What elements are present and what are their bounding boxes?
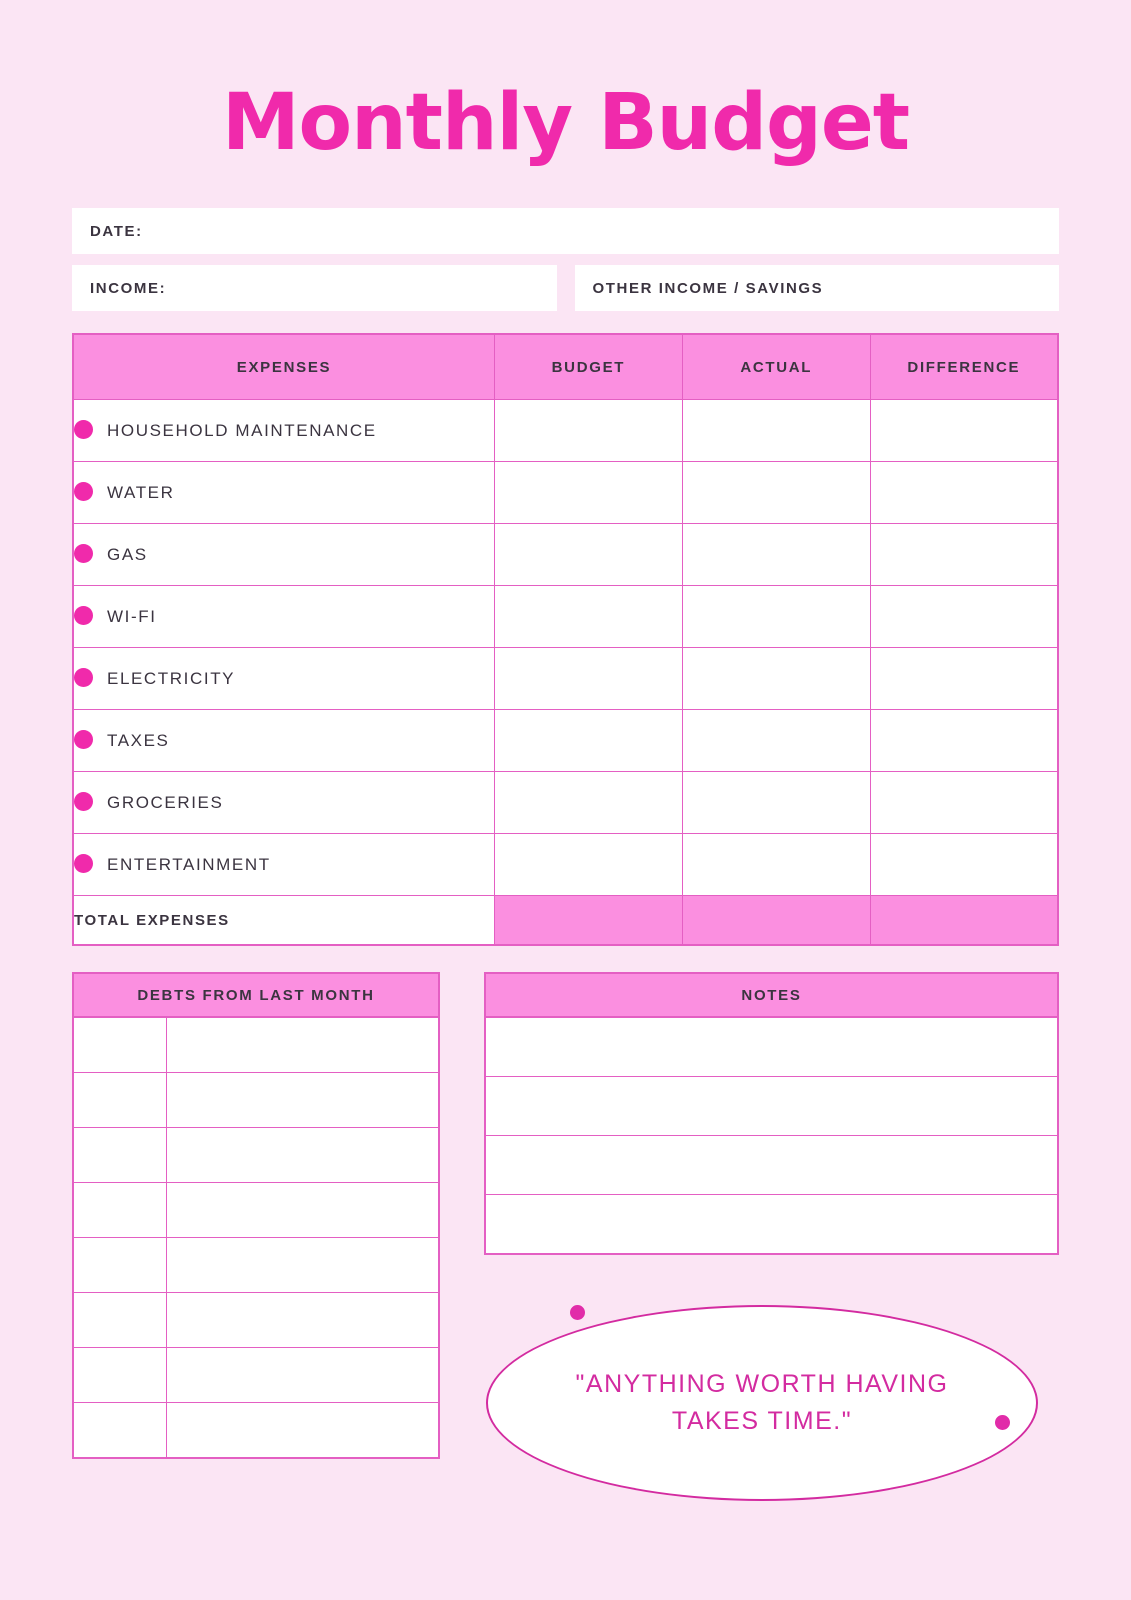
actual-input-cell[interactable] xyxy=(682,772,870,834)
expense-label-cell xyxy=(73,400,495,462)
expense-label-cell xyxy=(73,834,495,896)
actual-input-cell[interactable] xyxy=(682,524,870,586)
expense-label-cell xyxy=(73,772,495,834)
actual-input-cell[interactable] xyxy=(682,648,870,710)
actual-input-cell[interactable] xyxy=(682,834,870,896)
bullet-dot-icon xyxy=(74,606,93,625)
debt-amount-cell[interactable] xyxy=(73,1073,167,1128)
total-actual-cell[interactable] xyxy=(682,896,870,946)
quote-dot-icon xyxy=(995,1415,1010,1430)
debts-table xyxy=(72,1016,440,1459)
debt-amount-cell[interactable] xyxy=(73,1128,167,1183)
quote-section xyxy=(484,1299,1059,1517)
table-row xyxy=(73,1293,439,1348)
notes-title: NOTES xyxy=(484,972,1059,1016)
date-field[interactable] xyxy=(72,208,1059,254)
table-row xyxy=(73,1348,439,1403)
note-line-cell[interactable] xyxy=(485,1136,1058,1195)
debt-description-cell[interactable] xyxy=(167,1073,440,1128)
debt-description-cell[interactable] xyxy=(167,1238,440,1293)
table-row xyxy=(485,1136,1058,1195)
note-line-cell[interactable] xyxy=(485,1077,1058,1136)
expense-name: WATER xyxy=(107,483,175,502)
debt-amount-cell[interactable] xyxy=(73,1403,167,1459)
note-line-cell[interactable] xyxy=(485,1017,1058,1077)
debt-description-cell[interactable] xyxy=(167,1293,440,1348)
expense-label-cell xyxy=(73,710,495,772)
budget-input-cell[interactable] xyxy=(495,834,683,896)
expense-name: ENTERTAINMENT xyxy=(107,855,271,874)
table-row xyxy=(73,1128,439,1183)
table-row xyxy=(73,462,1058,524)
expense-name: GROCERIES xyxy=(107,793,224,812)
budget-input-cell[interactable] xyxy=(495,462,683,524)
table-row xyxy=(485,1017,1058,1077)
expenses-header-row xyxy=(73,334,1058,400)
budget-input-cell[interactable] xyxy=(495,772,683,834)
debt-amount-cell[interactable] xyxy=(73,1348,167,1403)
debt-amount-cell[interactable] xyxy=(73,1017,167,1073)
table-row xyxy=(73,648,1058,710)
table-row xyxy=(73,586,1058,648)
bullet-dot-icon xyxy=(74,544,93,563)
total-expenses-label: TOTAL EXPENSES xyxy=(73,896,495,946)
difference-input-cell[interactable] xyxy=(870,648,1058,710)
table-row xyxy=(73,1017,439,1073)
budget-input-cell[interactable] xyxy=(495,586,683,648)
table-row xyxy=(73,834,1058,896)
total-difference-cell[interactable] xyxy=(870,896,1058,946)
debt-amount-cell[interactable] xyxy=(73,1183,167,1238)
difference-input-cell[interactable] xyxy=(870,586,1058,648)
budget-input-cell[interactable] xyxy=(495,524,683,586)
table-row xyxy=(73,1183,439,1238)
bottom-section xyxy=(72,972,1059,1517)
column-header-actual: ACTUAL xyxy=(682,334,870,400)
debt-description-cell[interactable] xyxy=(167,1403,440,1459)
expense-label-cell xyxy=(73,648,495,710)
other-income-field[interactable] xyxy=(575,265,1060,311)
debts-title: DEBTS FROM LAST MONTH xyxy=(72,972,440,1016)
bullet-dot-icon xyxy=(74,482,93,501)
bullet-dot-icon xyxy=(74,668,93,687)
actual-input-cell[interactable] xyxy=(682,400,870,462)
table-row xyxy=(73,400,1058,462)
top-fields xyxy=(72,208,1059,311)
debt-description-cell[interactable] xyxy=(167,1017,440,1073)
bullet-dot-icon xyxy=(74,420,93,439)
notes-column xyxy=(484,972,1059,1517)
income-field-row xyxy=(72,265,1059,311)
column-header-budget: BUDGET xyxy=(495,334,683,400)
quote-ellipse xyxy=(486,1305,1038,1501)
debt-amount-cell[interactable] xyxy=(73,1238,167,1293)
page-title: Monthly Budget xyxy=(221,78,910,168)
expense-name: WI-FI xyxy=(107,607,157,626)
difference-input-cell[interactable] xyxy=(870,524,1058,586)
debt-amount-cell[interactable] xyxy=(73,1293,167,1348)
note-line-cell[interactable] xyxy=(485,1195,1058,1255)
income-field[interactable] xyxy=(72,265,557,311)
expense-label-cell xyxy=(73,462,495,524)
table-row xyxy=(485,1077,1058,1136)
debt-description-cell[interactable] xyxy=(167,1183,440,1238)
table-row xyxy=(73,1073,439,1128)
total-budget-cell[interactable] xyxy=(495,896,683,946)
budget-input-cell[interactable] xyxy=(495,710,683,772)
difference-input-cell[interactable] xyxy=(870,710,1058,772)
debt-description-cell[interactable] xyxy=(167,1348,440,1403)
quote-text: "ANYTHING WORTH HAVING TAKES TIME." xyxy=(575,1369,949,1435)
quote-dot-icon xyxy=(570,1305,585,1320)
debt-description-cell[interactable] xyxy=(167,1128,440,1183)
difference-input-cell[interactable] xyxy=(870,834,1058,896)
expense-name: TAXES xyxy=(107,731,170,750)
table-row xyxy=(73,524,1058,586)
difference-input-cell[interactable] xyxy=(870,772,1058,834)
expense-name: ELECTRICITY xyxy=(107,669,236,688)
expense-label-cell xyxy=(73,586,495,648)
table-row xyxy=(485,1195,1058,1255)
column-header-expenses: EXPENSES xyxy=(73,334,495,400)
difference-input-cell[interactable] xyxy=(870,400,1058,462)
expenses-table xyxy=(72,333,1059,946)
table-row xyxy=(73,1238,439,1293)
actual-input-cell[interactable] xyxy=(682,462,870,524)
notes-panel xyxy=(484,972,1059,1255)
actual-input-cell[interactable] xyxy=(682,586,870,648)
date-label: DATE: xyxy=(90,222,143,240)
total-expenses-row xyxy=(73,896,1058,946)
expense-name: GAS xyxy=(107,545,148,564)
notes-table xyxy=(484,1016,1059,1255)
expense-label-cell xyxy=(73,524,495,586)
bullet-dot-icon xyxy=(74,854,93,873)
difference-input-cell[interactable] xyxy=(870,462,1058,524)
other-income-label: OTHER INCOME / SAVINGS xyxy=(592,279,824,297)
bullet-dot-icon xyxy=(74,792,93,811)
budget-input-cell[interactable] xyxy=(495,400,683,462)
income-label: INCOME: xyxy=(90,279,167,297)
bullet-dot-icon xyxy=(74,730,93,749)
debts-panel xyxy=(72,972,440,1517)
budget-input-cell[interactable] xyxy=(495,648,683,710)
actual-input-cell[interactable] xyxy=(682,710,870,772)
table-row xyxy=(73,772,1058,834)
column-header-difference: DIFFERENCE xyxy=(870,334,1058,400)
table-row xyxy=(73,1403,439,1459)
table-row xyxy=(73,710,1058,772)
expense-name: HOUSEHOLD MAINTENANCE xyxy=(107,421,377,440)
